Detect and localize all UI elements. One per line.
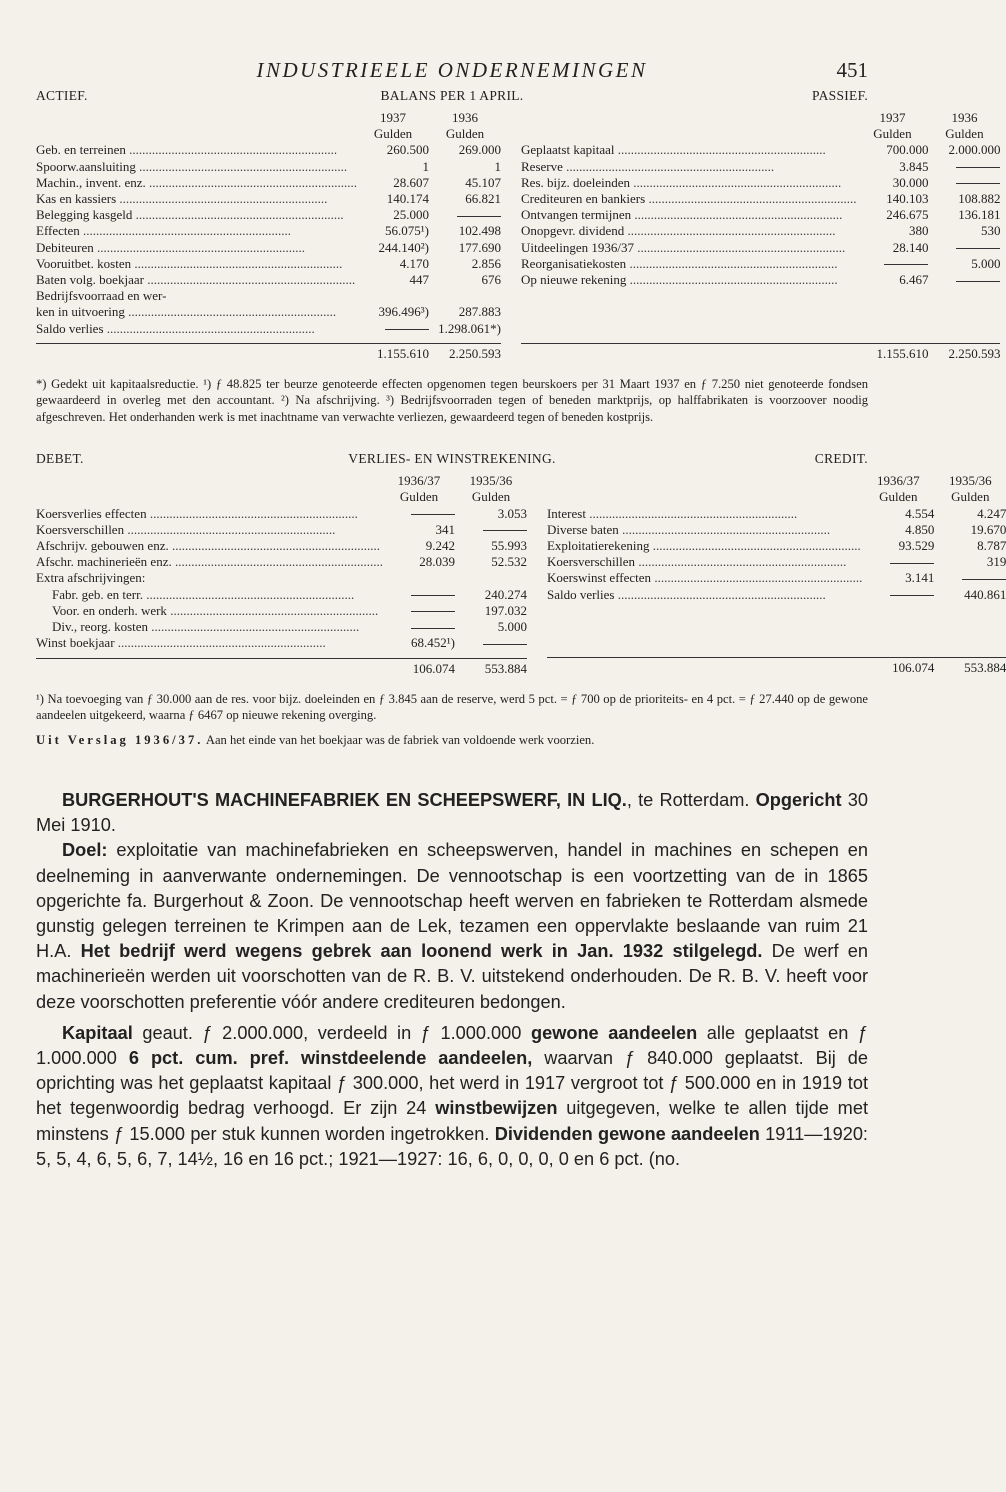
kapitaal-paragraph xyxy=(36,1021,868,1172)
table-row xyxy=(36,603,527,619)
row-label: Winst boekjaar ..... xyxy=(36,635,383,651)
unit-header-row xyxy=(547,489,1006,505)
table-row xyxy=(36,191,501,207)
table-row xyxy=(547,506,1006,522)
row-label: Koersverschillen ..... xyxy=(547,554,862,570)
value-previous: 66.821 xyxy=(465,191,501,207)
value-current: 4.850 xyxy=(905,521,935,537)
value-current xyxy=(856,256,928,272)
kapitaal-text-4: uitgegeven, welke te allen tijde met minstens ƒ 15.000 per stuk kunnen worden ingetrokken. xyxy=(36,1098,869,1144)
row-label: Afschr. machinerieën enz. ..... xyxy=(36,554,383,570)
value-previous xyxy=(455,522,527,538)
row-label: Diverse baten ..... xyxy=(547,522,862,538)
value-current: 700.000 xyxy=(886,142,929,158)
doel-text-2: De werf en machinerieën werden uit voorschotten van de R. B. V. uitstekend onderhouden. De R. B. V. heeft voor deze voorschotten preferentie vóór andere crediteuren bedongen. xyxy=(36,941,868,1012)
table-row xyxy=(36,522,527,538)
table-row xyxy=(521,159,1000,175)
balans-heading xyxy=(36,88,868,110)
passief-label: PASSIEF. xyxy=(812,88,868,103)
row-spacer xyxy=(521,321,1000,337)
value-previous xyxy=(934,570,1006,586)
year-header-row xyxy=(36,110,501,126)
value-current xyxy=(383,603,455,619)
value-previous: 136.181 xyxy=(958,207,1001,223)
vw-heading xyxy=(36,451,868,473)
value-current: 6.467 xyxy=(899,272,929,288)
table-row xyxy=(36,538,527,554)
value-previous: 55.993 xyxy=(491,538,527,554)
value-current: 447 xyxy=(409,272,429,288)
verslag-note xyxy=(36,732,868,748)
value-current: 68.452¹) xyxy=(410,635,455,651)
value-previous xyxy=(928,272,1000,288)
table-row xyxy=(547,538,1006,554)
table-row xyxy=(547,587,1006,603)
row-label: Machin., invent. enz. ..... xyxy=(36,175,357,191)
row-spacer xyxy=(521,304,1000,320)
row-label: Kas en kassiers ..... xyxy=(36,191,357,207)
doel-paragraph xyxy=(36,838,868,1014)
value-current: 93.529 xyxy=(898,538,935,554)
row-label: Reserve ..... xyxy=(521,159,856,175)
value-current: 140.174 xyxy=(386,191,429,207)
year-header-row xyxy=(547,473,1006,489)
row-label: Op nieuwe rekening ..... xyxy=(521,272,856,288)
value-current: 244.140²) xyxy=(378,239,429,255)
year-header: 1936/37 xyxy=(397,473,441,489)
total-current: 106.074 xyxy=(892,660,935,676)
total-row xyxy=(36,658,527,677)
row-spacer xyxy=(547,619,1006,635)
table-row xyxy=(547,522,1006,538)
table-row xyxy=(36,554,527,570)
table-row xyxy=(36,256,501,272)
value-previous: 5.000 xyxy=(497,619,527,635)
value-current: 4.554 xyxy=(905,505,935,521)
value-current: 30.000 xyxy=(892,174,929,190)
value-previous: 319 xyxy=(986,554,1006,570)
balans-title: BALANS PER 1 APRIL. xyxy=(380,88,524,103)
dividenden-label: Dividenden gewone aandeelen xyxy=(494,1123,760,1144)
row-label: Effecten ..... xyxy=(36,223,357,239)
dash-mark xyxy=(483,644,527,645)
table-row xyxy=(521,142,1000,158)
dash-mark xyxy=(411,595,455,596)
kapitaal-bold-1: gewone aandeelen xyxy=(530,1022,698,1043)
value-current xyxy=(357,321,429,337)
running-header xyxy=(36,58,868,88)
value-previous: 19.670 xyxy=(970,521,1006,537)
row-label: Voor. en onderh. werk ..... xyxy=(36,603,383,619)
unit-header: Gulden xyxy=(873,126,912,142)
row-label: Debiteuren ..... xyxy=(36,240,357,256)
kapitaal-text-1: geaut. ƒ 2.000.000, verdeeld in ƒ 1.000.000 xyxy=(132,1022,531,1043)
unit-header-row xyxy=(36,126,501,142)
row-label: Fabr. geb. en terr. ..... xyxy=(36,587,383,603)
dash-mark xyxy=(956,183,1000,184)
table-row xyxy=(36,321,501,337)
row-label: Saldo verlies ..... xyxy=(36,321,357,337)
company-title-paragraph xyxy=(36,788,868,838)
dash-mark xyxy=(483,530,527,531)
company-location: , te Rotterdam. xyxy=(626,789,750,810)
value-current xyxy=(383,587,455,603)
value-previous: 108.882 xyxy=(958,191,1001,207)
dash-mark xyxy=(890,595,934,596)
row-label: Baten volg. boekjaar ..... xyxy=(36,272,357,288)
table-row xyxy=(521,191,1000,207)
value-previous xyxy=(928,175,1000,191)
table-row xyxy=(36,175,501,191)
dash-mark xyxy=(411,514,455,515)
dash-mark xyxy=(411,628,455,629)
row-label: Koersverlies effecten ..... xyxy=(36,506,383,522)
row-label: Afschrijv. gebouwen enz. ..... xyxy=(36,538,383,554)
unit-header: Gulden xyxy=(945,126,984,142)
value-previous xyxy=(928,240,1000,256)
year-header-row xyxy=(36,473,527,489)
unit-header: Gulden xyxy=(373,126,413,142)
table-row xyxy=(547,554,1006,570)
value-current: 28.140 xyxy=(892,239,929,255)
stilgelegd-text: Het bedrijf werd wegens gebrek aan loonend werk in Jan. 1932 stilgelegd. xyxy=(80,941,763,962)
value-current xyxy=(862,587,934,603)
value-previous: 1.298.061*) xyxy=(438,320,501,336)
row-label: Koerswinst effecten ..... xyxy=(547,570,862,586)
value-previous xyxy=(455,635,527,651)
year-header: 1937 xyxy=(380,110,406,125)
kapitaal-text-2: alle geplaatst en ƒ 1.000.000 xyxy=(36,1022,868,1068)
value-current: 3.845 xyxy=(899,158,929,174)
dash-mark xyxy=(385,329,429,330)
unit-header-row xyxy=(521,126,1000,142)
row-label: Res. bijz. doeleinden ..... xyxy=(521,175,856,191)
value-current xyxy=(862,554,934,570)
unit-header: Gulden xyxy=(445,126,485,142)
dash-mark xyxy=(956,281,1000,282)
value-current: 3.141 xyxy=(905,570,935,586)
table-row xyxy=(521,272,1000,288)
value-previous: 676 xyxy=(481,272,501,288)
opgericht-text: 30 Mei 1910. xyxy=(36,789,868,836)
unit-header: Gulden xyxy=(951,489,990,505)
vw-footnote: ¹) Na toevoeging van ƒ 30.000 aan de res. voor bijz. doeleinden en ƒ 3.845 aan de reserve, werd 5 pct. = ƒ 700 op de prioriteits- en 4 pct. = ƒ 27.440 op de gewone aandeelen uitgekeerd, waarna ƒ 6467 op nieuwe rekening overging. xyxy=(36,691,868,723)
row-label: Vooruitbet. kosten ..... xyxy=(36,256,357,272)
dash-mark xyxy=(962,579,1006,580)
value-current: 140.103 xyxy=(886,191,929,207)
opgericht-label: Opgericht xyxy=(755,789,842,810)
row-label: Geplaatst kapitaal ..... xyxy=(521,142,856,158)
row-label: Exploitatierekening ..... xyxy=(547,538,862,554)
total-row xyxy=(521,343,1000,362)
unit-header: Gulden xyxy=(471,489,511,505)
unit-header: Gulden xyxy=(399,489,439,505)
table-row xyxy=(36,142,501,158)
table-row xyxy=(36,587,527,603)
page-number: 451 xyxy=(836,58,868,82)
total-row xyxy=(547,657,1006,676)
row-spacer xyxy=(547,635,1006,651)
dividenden-text: 1911—1920: 5, 5, 4, 6, 5, 6, 7, 14½, 16 en 16 pct.; 1921—1927: 16, 6, 0, 0, 0, 0 en 6 pct. (no. xyxy=(36,1123,868,1169)
row-label: Koersverschillen ..... xyxy=(36,522,383,538)
debet-label: DEBET. xyxy=(36,451,84,467)
credit-column xyxy=(547,473,1006,676)
vw-table xyxy=(36,473,1006,676)
row-label: Spoorw.aansluiting ..... xyxy=(36,159,357,175)
table-row xyxy=(36,635,527,651)
table-row xyxy=(36,240,501,256)
value-previous: 52.532 xyxy=(491,554,527,570)
total-previous: 553.884 xyxy=(964,660,1006,676)
doel-text: exploitatie van machinefabrieken en scheepswerven, handel in machines en schepen en deelneming in aanverwante ondernemingen. De vennootschap is een voortzetting van de in 1865 opgerichte fa. Burgerhout & Zoon. De vennootschap heeft werven en fabrieken te Rotterdam alsmede gunstig gelegen terreinen te Krimpen aan de Lek, tezamen een oppervlakte beslaande van ruim 21 H.A. xyxy=(36,840,868,962)
value-previous: 269.000 xyxy=(458,142,501,158)
value-current: 1 xyxy=(422,158,429,174)
table-row xyxy=(36,506,527,522)
value-current: 9.242 xyxy=(425,538,455,554)
value-previous: 102.498 xyxy=(458,223,501,239)
table-row xyxy=(521,175,1000,191)
year-header: 1937 xyxy=(879,110,906,125)
kapitaal-label: Kapitaal xyxy=(62,1022,133,1043)
company-entry xyxy=(36,788,868,1172)
actief-label: ACTIEF. xyxy=(36,88,88,103)
value-previous: 3.053 xyxy=(497,505,527,521)
table-row xyxy=(36,207,501,223)
value-current: 380 xyxy=(908,223,929,239)
value-current: 260.500 xyxy=(386,142,429,158)
value-current xyxy=(383,619,455,635)
dash-mark xyxy=(890,563,934,564)
running-title: INDUSTRIEELE ONDERNEMINGEN xyxy=(256,58,648,82)
dash-mark xyxy=(411,611,455,612)
value-previous xyxy=(928,159,1000,175)
value-previous: 440.861 xyxy=(964,586,1006,602)
row-label: Crediteuren en bankiers ..... xyxy=(521,191,856,207)
value-current: 246.675 xyxy=(886,207,929,223)
row-label: Ontvangen termijnen ..... xyxy=(521,207,856,223)
row-label: Div., reorg. kosten ..... xyxy=(36,619,383,635)
company-name: BURGERHOUT'S MACHINEFABRIEK EN SCHEEPSWERF, IN LIQ. xyxy=(62,789,627,810)
table-row xyxy=(547,570,1006,586)
table-row xyxy=(521,223,1000,239)
total-current: 106.074 xyxy=(412,660,455,676)
dash-mark xyxy=(956,248,1000,249)
dash-mark xyxy=(457,216,501,217)
year-header-row xyxy=(521,110,1000,126)
total-row xyxy=(36,343,501,362)
value-previous xyxy=(429,207,501,223)
row-label: Onopgevr. dividend ..... xyxy=(521,223,856,239)
table-row xyxy=(36,159,501,175)
row-label: ken in uitvoering ..... xyxy=(36,304,357,320)
value-current: 396.496³) xyxy=(378,304,429,320)
actief-column xyxy=(36,110,501,362)
value-previous: 197.032 xyxy=(484,602,527,618)
total-current: 1.155.610 xyxy=(377,345,429,361)
table-row xyxy=(36,570,527,586)
passief-column xyxy=(521,110,1000,362)
row-label: Geb. en terreinen ..... xyxy=(36,142,357,158)
row-spacer xyxy=(521,288,1000,304)
value-previous: 530 xyxy=(980,223,1001,239)
row-label: Interest ..... xyxy=(547,506,862,522)
value-previous: 240.274 xyxy=(484,586,527,602)
row-spacer xyxy=(547,603,1006,619)
year-header: 1936/37 xyxy=(877,473,920,489)
unit-header-row xyxy=(36,489,527,505)
doel-label: Doel: xyxy=(62,840,108,861)
kapitaal-text-3: waarvan ƒ 840.000 geplaatst. Bij de oprichting was het geplaatst kapitaal ƒ 300.000, het werd in 1917 vergroot tot ƒ 500.000 en in 1919 tot het tegenwoordig bedrag verhoogd. Er zijn 24 xyxy=(36,1047,868,1119)
credit-label: CREDIT. xyxy=(814,451,868,467)
table-row xyxy=(521,207,1000,223)
verslag-text: Aan het einde van het boekjaar was de fabriek van voldoende werk voorzien. xyxy=(205,732,595,747)
total-previous: 2.250.593 xyxy=(449,345,501,361)
value-previous: 1 xyxy=(494,158,501,174)
year-header: 1935/36 xyxy=(949,473,992,489)
row-label: Extra afschrijvingen: xyxy=(36,570,146,586)
table-row xyxy=(521,240,1000,256)
dash-mark xyxy=(884,264,928,265)
row-label: Saldo verlies ..... xyxy=(547,587,862,603)
value-current: 28.607 xyxy=(393,174,429,190)
table-row xyxy=(36,272,501,288)
year-header: 1935/36 xyxy=(469,473,513,489)
value-previous: 4.247 xyxy=(977,505,1006,521)
year-header: 1936 xyxy=(951,110,978,125)
kapitaal-bold-3: winstbewijzen xyxy=(435,1098,558,1119)
unit-header: Gulden xyxy=(879,489,918,505)
debet-column xyxy=(36,473,527,676)
table-row xyxy=(36,223,501,239)
value-current: 341 xyxy=(435,521,455,537)
value-current: 25.000 xyxy=(393,207,429,223)
row-label: Belegging kasgeld ..... xyxy=(36,207,357,223)
total-current: 1.155.610 xyxy=(876,345,929,361)
value-previous: 5.000 xyxy=(971,255,1001,271)
page xyxy=(36,58,1006,1172)
value-previous: 8.787 xyxy=(977,538,1006,554)
table-row xyxy=(521,256,1000,272)
total-previous: 553.884 xyxy=(484,660,527,676)
kapitaal-bold-2: 6 pct. cum. pref. winstdeelende aandeelen, xyxy=(128,1047,533,1068)
row-label: Uitdeelingen 1936/37 ..... xyxy=(521,240,856,256)
verslag-label: Uit Verslag 1936/37. xyxy=(36,732,204,747)
table-row xyxy=(36,288,501,304)
value-previous: 45.107 xyxy=(465,174,501,190)
value-current: 28.039 xyxy=(419,554,455,570)
total-previous: 2.250.593 xyxy=(948,345,1001,361)
value-current xyxy=(383,506,455,522)
value-current: 4.170 xyxy=(399,255,429,271)
balans-table xyxy=(36,110,1001,362)
row-label: Bedrijfsvoorraad en wer- xyxy=(36,288,167,304)
row-label: Reorganisatiekosten ..... xyxy=(521,256,856,272)
vw-title: VERLIES- EN WINSTREKENING. xyxy=(348,451,556,467)
value-current: 56.075¹) xyxy=(385,223,429,239)
balans-footnote: *) Gedekt uit kapitaalsreductie. ¹) ƒ 48.825 ter beurze genoteerde effecten opgenomen tegen beurskoers per 31 Maart 1937 en ƒ 7.250 niet genoteerde fondsen gewaardeerd in overleg met den accountant. ²) Na afschrijving. ³) Bedrijfsvoorraden tegen of beneden marktprijs, op halffabrikaten is voorzoover noodig afgeschreven. Het onderhanden werk is met inachtname van verwachte verliezen, gewaardeerd tegen of beneden kostprijs. xyxy=(36,377,868,424)
table-row xyxy=(36,304,501,320)
value-previous: 177.690 xyxy=(458,239,501,255)
dash-mark xyxy=(956,167,1000,168)
value-previous: 2.000.000 xyxy=(948,142,1001,158)
value-previous: 287.883 xyxy=(458,304,501,320)
value-previous: 2.856 xyxy=(471,255,501,271)
table-row xyxy=(36,619,527,635)
year-header: 1936 xyxy=(452,110,478,125)
